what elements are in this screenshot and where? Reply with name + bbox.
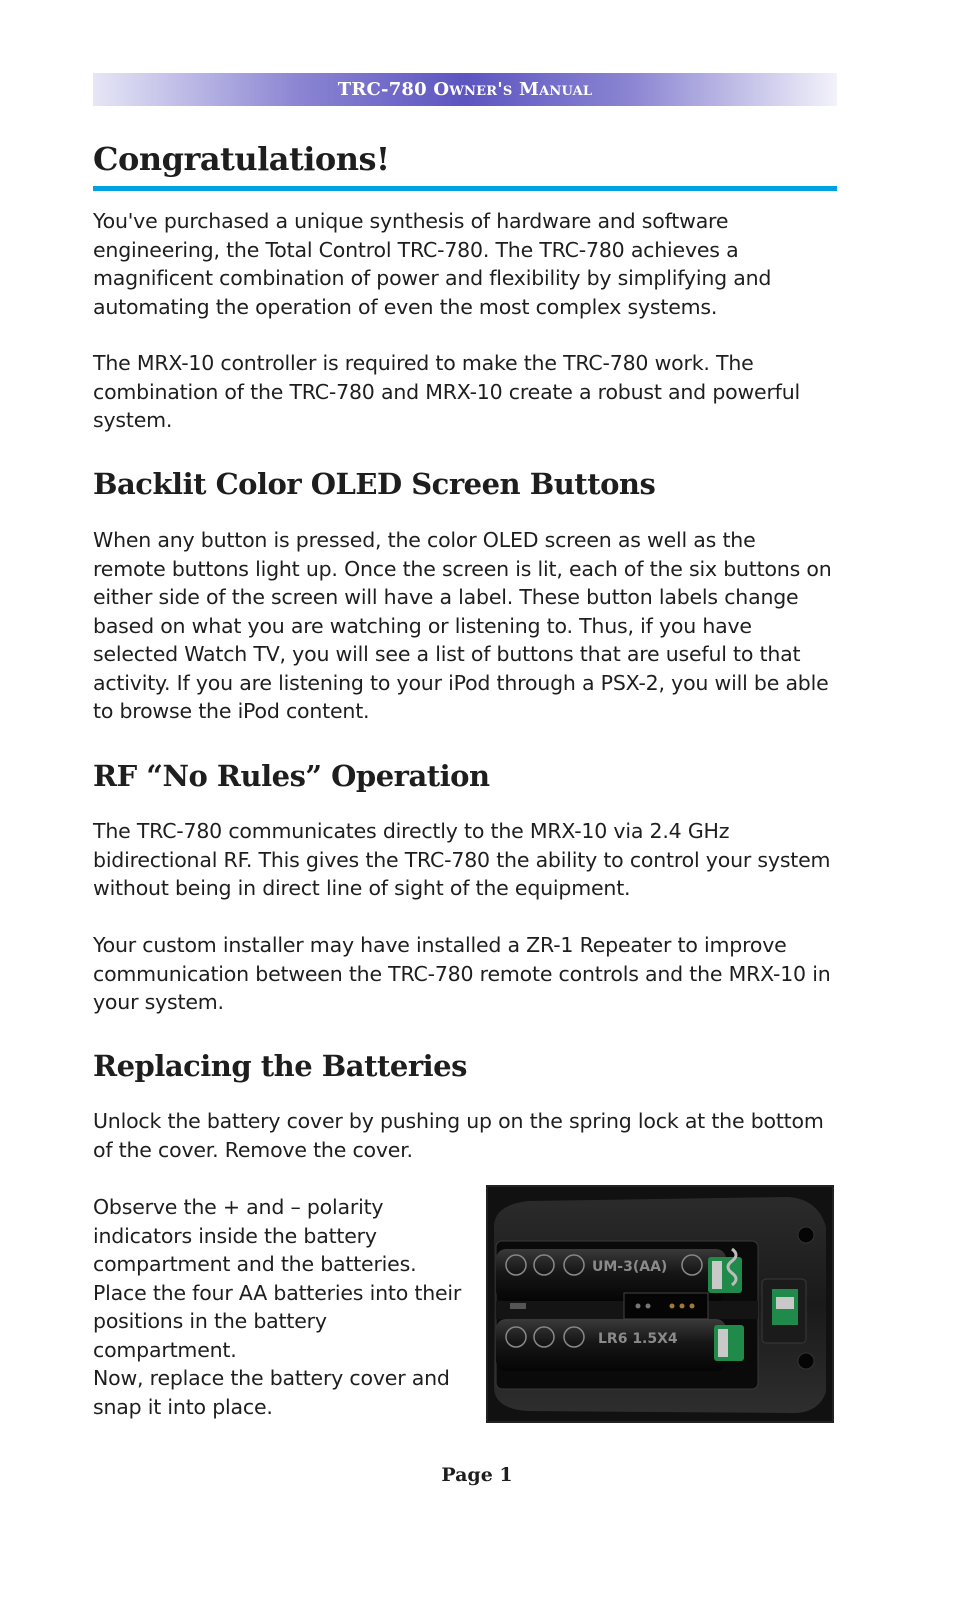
batteries-paragraph-1: Unlock the battery cover by pushing up on the spring lock at the bottom of the cover. Remove the cover. [93,1109,824,1162]
congrats-paragraph-1: You've purchased a unique synthesis of hardware and software engineering, the Total Control TRC-780. The TRC-780 achieves a magnificent combination of power and flexibility by simplifying and automating the operation of even the most complex systems. [93,209,772,319]
header-bar [93,73,837,106]
batteries-paragraph-2: Observe the + and – polarity indicators inside the battery compartment and the batteries. Place the four AA batteries into their positions in the battery compartment. [93,1195,462,1362]
page-number: Page 1 [441,1464,513,1486]
photo-label-bottom: LR6 1.5X4 [598,1331,678,1347]
congrats-paragraph-2: The MRX-10 controller is required to make the TRC-780 work. The combination of the TRC-780 and MRX-10 create a robust and powerful system. [93,351,800,432]
header-title: TRC-780 Owner's Manual [337,79,593,100]
rf-paragraph-1: The TRC-780 communicates directly to the MRX-10 via 2.4 GHz bidirectional RF. This gives the TRC-780 the ability to control your system without being in direct line of sight of the equipment. [93,819,831,900]
oled-heading: Backlit Color OLED Screen Buttons [93,467,656,501]
rf-heading: RF “No Rules” Operation [93,759,490,793]
congratulations-heading: Congratulations! [93,140,390,178]
batteries-paragraph-3: Now, replace the battery cover and snap it into place. [93,1366,450,1419]
oled-paragraph-1: When any button is pressed, the color OLED screen as well as the remote buttons light up. Once the screen is lit, each of the six buttons on either side of the screen will have a label. These button labels change based on what you are watching or listening to. Thus, if you have selected Watch TV, you will see a list of buttons that are useful to that activity. If you are listening to your iPod through a PSX-2, you will be able to browse the iPod content. [93,528,832,723]
rf-paragraph-2: Your custom installer may have installed a ZR-1 Repeater to improve communication between the TRC-780 remote controls and the MRX-10 in your system. [93,933,831,1014]
title-rule [93,186,837,191]
battery-compartment-illustration [488,1187,832,1421]
batteries-heading: Replacing the Batteries [93,1049,467,1083]
battery-compartment-photo [486,1185,834,1423]
photo-label-top: UM-3(AA) [592,1259,668,1275]
